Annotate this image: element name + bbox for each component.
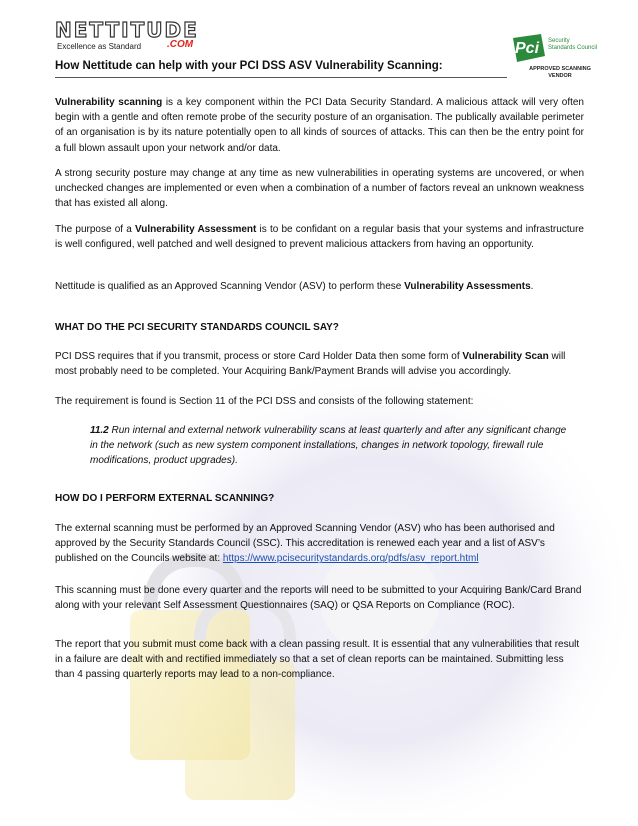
quote-number: 11.2 — [90, 425, 109, 436]
section2-paragraph-1 — [55, 521, 584, 567]
section2-p1-text: The external scanning must be performed by an Approved Scanning Vendor (ASV) who has been authorised and approved by the Security Standards Council (SSC). This accreditation is renewed each year and a list of ASV’s published on the Councils website at: — [55, 523, 555, 565]
intro-p3-text-b: is to be confidant on a regular basis that your systems and infrastructure is well configured, well patched and well designed to prevent malicious attackers from having an opportunity. — [55, 224, 584, 251]
pci-requirement-quote — [90, 423, 570, 469]
section1-p1-bold: Vulnerability Scan — [462, 351, 549, 362]
pci-asv-badge — [505, 28, 605, 88]
logo-wordmark: NETTITUDE — [55, 18, 199, 42]
section1-paragraph-1 — [55, 349, 584, 379]
pci-council-name — [548, 38, 597, 52]
pci-logo-text: Pci — [515, 40, 540, 57]
nettitude-logo — [55, 20, 205, 52]
title-divider — [55, 77, 507, 78]
quote-text: Run internal and external network vulnerability scans at least quarterly and after any significant change in the network (such as new system component installations, changes in network topology, firewall rule modifications, product upgrades). — [90, 425, 567, 467]
pci-vendor-line2: VENDOR — [548, 73, 572, 79]
intro-p1-text: is a key component within the PCI Data Security Standard. A malicious attack will very often begin with a gentle and often remote probe of the security posture of an organisation. The publically available perimeter of an organisation is by its nature potentially open to all kinds of sources of attacks. This can then be the entry point for a full blown assault upon your network and/or data. — [55, 97, 584, 154]
section1-p1-text-b: will most probably need to be completed. Your Acquiring Bank/Payment Brands will advise you accordingly. — [55, 351, 566, 378]
intro-p4-text-a: Nettitude is qualified as an Approved Scanning Vendor (ASV) to perform these — [55, 281, 405, 292]
logo-tagline: Excellence as Standard — [57, 42, 142, 51]
intro-p4-bold: Vulnerability Assessments — [404, 281, 531, 292]
logo-com: .COM — [167, 39, 194, 50]
asv-report-link[interactable]: https://www.pcisecuritystandards.org/pdfs/asv_report.html — [222, 553, 479, 565]
section-heading-pci-council: WHAT DO THE PCI SECURITY STANDARDS COUNCIL SAY? — [55, 322, 339, 333]
intro-paragraph-4 — [55, 279, 584, 294]
intro-p1-bold: Vulnerability scanning — [55, 97, 163, 108]
pci-vendor-label — [515, 66, 605, 80]
pci-council-line1: Security — [548, 38, 570, 44]
intro-p3-bold: Vulnerability Assessment — [135, 224, 257, 235]
intro-paragraph-1 — [55, 95, 584, 156]
intro-paragraph-2: A strong security posture may change at any time as new vulnerabilities in operating systems are uncovered, or when unchecked changes are implemented or even when a combination of a number of factors reveal an unknown weakness that has existed all along. — [55, 168, 584, 210]
pci-council-line2: Standards Council — [548, 45, 598, 51]
pci-vendor-line1: APPROVED SCANNING — [529, 66, 591, 72]
section2-paragraph-3: The report that you submit must come back with a clean passing result. It is essential that any vulnerabilities that result in a failure are dealt with and rectified immediately so that a set of clean reports can be maintained. Submitting less than 4 passing quarterly reports may lead to a non-compliance. — [55, 639, 580, 681]
section2-paragraph-2: This scanning must be done every quarter and the reports will need to be submitted to your Acquiring Bank/Card Brand along with your relevant Self Assessment Questionnaires (SAQ) or QSA Reports on Compliance (ROC). — [55, 585, 582, 612]
intro-paragraph-3 — [55, 222, 584, 252]
section1-p1-text-a: PCI DSS requires that if you transmit, process or store Card Holder Data then some form of — [55, 351, 463, 362]
intro-p4-text-b: . — [530, 281, 534, 292]
page-title: How Nettitude can help with your PCI DSS ASV Vulnerability Scanning: — [55, 60, 443, 72]
section-heading-external-scanning: HOW DO I PERFORM EXTERNAL SCANNING? — [55, 493, 275, 504]
intro-p3-text-a: The purpose of a — [55, 224, 135, 235]
section1-paragraph-2: The requirement is found is Section 11 of the PCI DSS and consists of the following statement: — [55, 396, 474, 407]
